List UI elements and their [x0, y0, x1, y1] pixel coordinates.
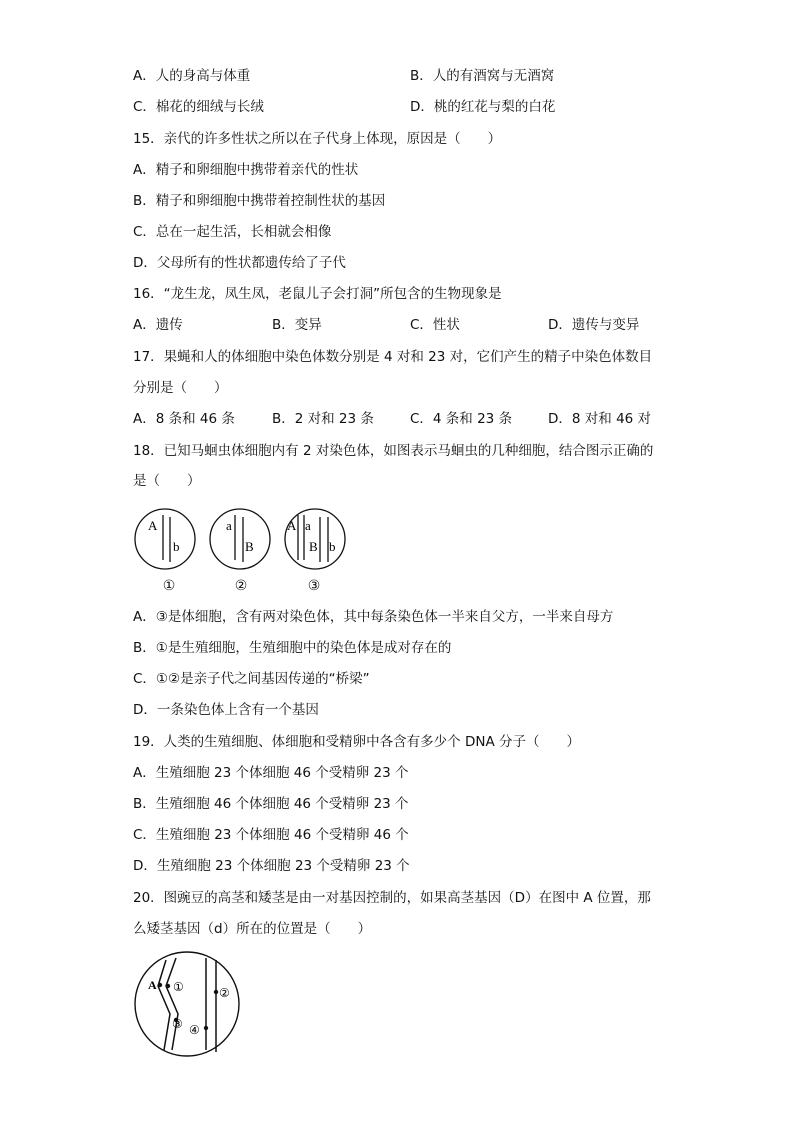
q17-option-c: C．4 条和 23 条	[410, 411, 513, 427]
q19-option-a: A．生殖细胞 23 个体细胞 46 个受精卵 23 个	[133, 765, 409, 781]
q18-option-b: B．①是生殖细胞，生殖细胞中的染色体是成对存在的	[133, 640, 452, 656]
q19-stem: 19．人类的生殖细胞、体细胞和受精卵中各含有多少个 DNA 分子（ ）	[133, 734, 580, 750]
gene-label: A	[287, 518, 297, 533]
chromosome-line	[158, 960, 170, 1050]
q18-option-a: A．③是体细胞，含有两对染色体，其中每条染色体一半来自父方，一半来自母方	[133, 609, 614, 625]
q15-option-c: C．总在一起生活，长相就会相像	[133, 224, 332, 240]
cell-3	[285, 509, 345, 569]
q19-option-c: C．生殖细胞 23 个体细胞 46 个受精卵 46 个	[133, 827, 409, 843]
q17-option-a: A．8 条和 46 条	[133, 411, 235, 427]
gene-label: b	[329, 539, 336, 554]
q16-stem: 16．“龙生龙，凤生凤，老鼠儿子会打洞”所包含的生物现象是	[133, 286, 502, 302]
cell-outline	[135, 952, 239, 1056]
gene-label: B	[309, 539, 318, 554]
q16-option-d: D．遗传与变异	[548, 317, 640, 333]
q20-stem-line2: 么矮茎基因（d）所在的位置是（ ）	[133, 921, 372, 937]
q15-stem: 15．亲代的许多性状之所以在子代身上体现，原因是（ ）	[133, 131, 502, 147]
q14-option-d: D．桃的红花与梨的白花	[410, 99, 556, 115]
q16-option-b: B．变异	[272, 317, 322, 333]
locus-a-dot	[158, 983, 162, 987]
cell-2-caption: ②	[234, 578, 248, 594]
locus-2-dot	[214, 990, 218, 994]
locus-1-label: ①	[173, 980, 184, 994]
q17-stem-line1: 17．果蝇和人的体细胞中染色体数分别是 4 对和 23 对，它们产生的精子中染色体数目	[133, 349, 653, 365]
cell-1	[135, 509, 195, 569]
q17-option-b: B．2 对和 23 条	[272, 411, 374, 427]
gene-label: b	[173, 539, 180, 554]
q15-option-d: D．父母所有的性状都遗传给了子代	[133, 255, 346, 271]
locus-4-label: ④	[189, 1023, 200, 1037]
chromosome-line	[166, 958, 178, 1050]
q20-stem-line1: 20．图豌豆的高茎和矮茎是由一对基因控制的，如果高茎基因（D）在图中 A 位置，那	[133, 890, 651, 906]
q18-stem-line2: 是（ ）	[133, 473, 201, 489]
cell-1-caption: ①	[162, 578, 176, 594]
q17-option-d: D．8 对和 46 对	[548, 411, 652, 427]
q14-option-c: C．棉花的细绒与长绒	[133, 99, 264, 115]
gene-label: a	[305, 518, 311, 533]
q14-option-a: A．人的身高与体重	[133, 68, 251, 84]
locus-a-label: A	[148, 978, 157, 992]
locus-2-label: ②	[219, 986, 230, 1000]
gene-label: a	[226, 518, 232, 533]
q19-option-b: B．生殖细胞 46 个体细胞 46 个受精卵 23 个	[133, 796, 409, 812]
gene-label: A	[148, 518, 158, 533]
q15-option-b: B．精子和卵细胞中携带着控制性状的基因	[133, 193, 386, 209]
q19-option-d: D．生殖细胞 23 个体细胞 23 个受精卵 23 个	[133, 858, 410, 874]
cell-3-caption: ③	[307, 578, 321, 594]
q18-stem-line1: 18．已知马蛔虫体细胞内有 2 对染色体，如图表示马蛔虫的几种细胞，结合图示正确的	[133, 443, 654, 459]
q18-option-d: D．一条染色体上含有一个基因	[133, 702, 319, 718]
q20-chromosome-figure	[132, 950, 244, 1058]
q17-stem-line2: 分别是（ ）	[133, 380, 228, 396]
q18-option-c: C．①②是亲子代之间基因传递的“桥梁”	[133, 671, 370, 687]
locus-1-dot	[166, 984, 170, 988]
q16-option-a: A．遗传	[133, 317, 183, 333]
gene-label: B	[245, 539, 254, 554]
q14-option-b: B．人的有酒窝与无酒窝	[410, 68, 555, 84]
locus-4-dot	[204, 1026, 208, 1030]
locus-3-label: ③	[172, 1017, 183, 1031]
cell-2	[210, 509, 270, 569]
q15-option-a: A．精子和卵细胞中携带着亲代的性状	[133, 162, 359, 178]
q16-option-c: C．性状	[410, 317, 460, 333]
